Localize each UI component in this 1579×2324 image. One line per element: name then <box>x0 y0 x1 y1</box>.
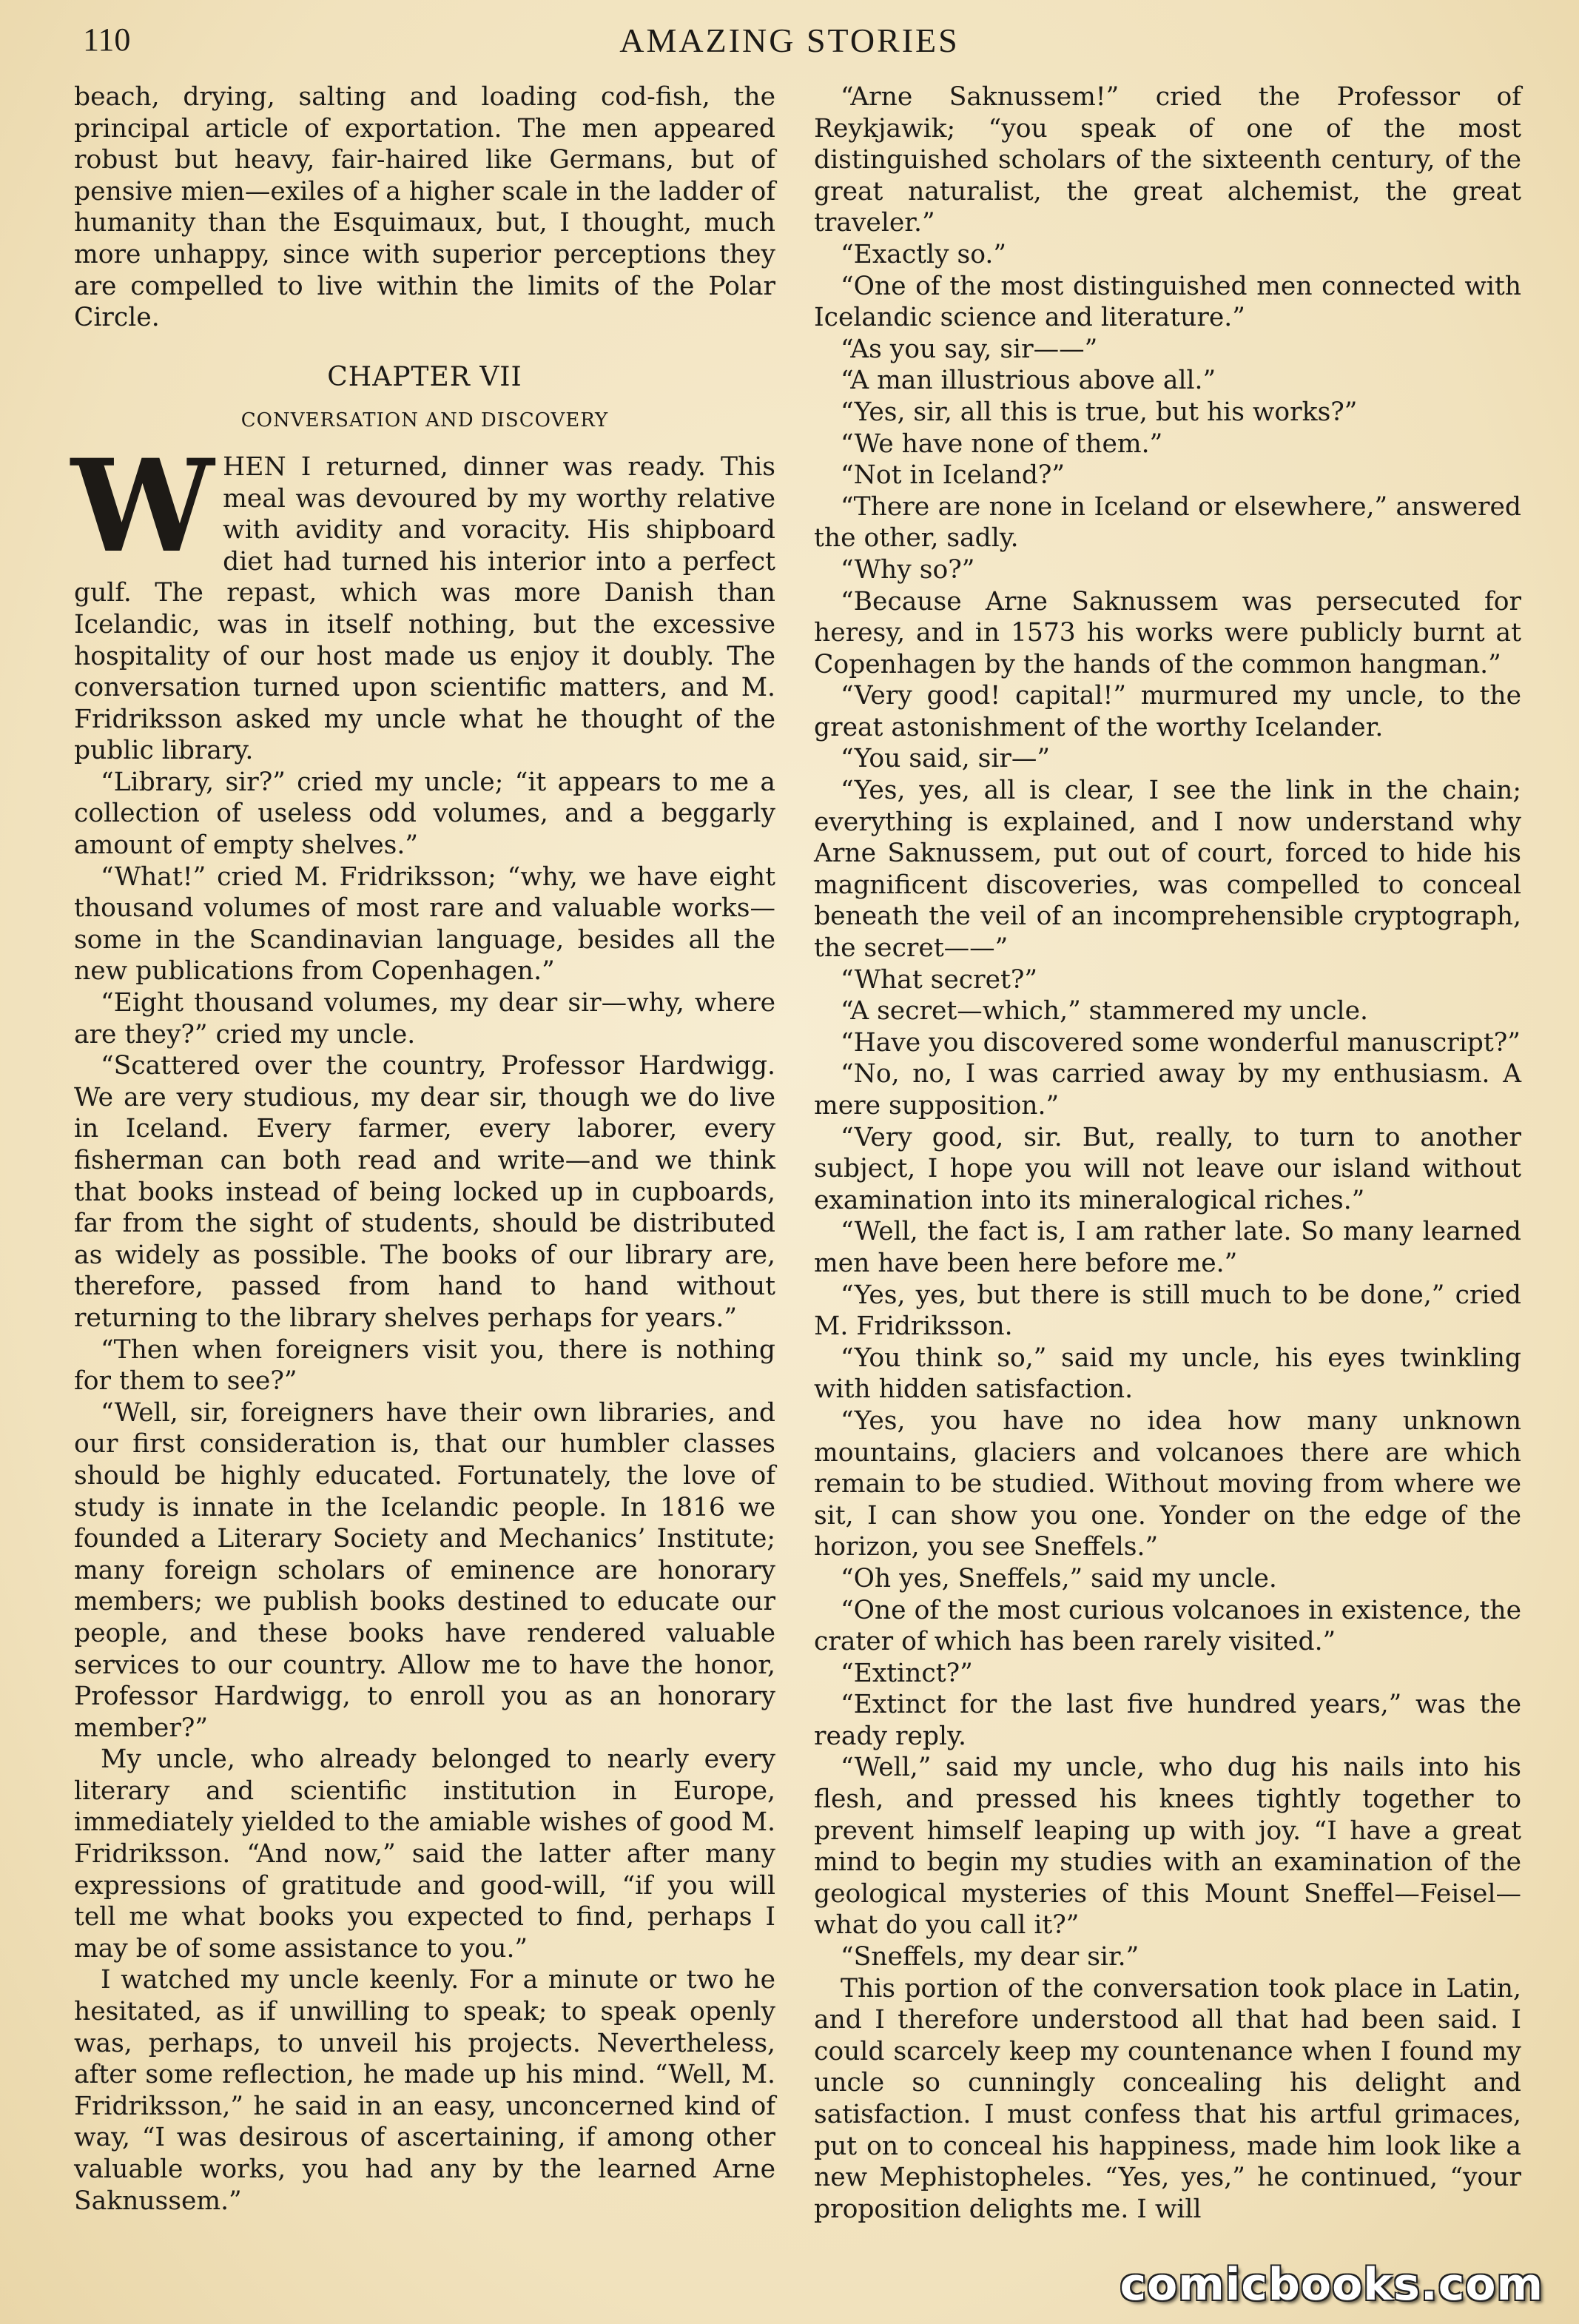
paragraph: “Oh yes, Sneffels,” said my uncle. <box>841 1563 1277 1593</box>
paragraph: “One of the most curious volcanoes in existence, the crater of which has been rarely visited.” <box>814 1595 1521 1657</box>
paragraph: “Exactly so.” <box>841 239 1006 269</box>
paragraph: “Then when foreigners visit you, there is nothing for them to see?” <box>74 1334 775 1397</box>
paragraph: “Yes, sir, all this is true, but his works?” <box>841 397 1358 427</box>
watermark-logo: comicbooks.com <box>1120 2259 1543 2311</box>
right-column <box>814 81 1521 2225</box>
page-number: 110 <box>83 21 131 58</box>
paragraph: “Well, sir, foreigners have their own libraries, and our first consideration is, that our humbler classes should be highly educated. Fortunately, the love of study is innate in the Icelandic people. In 1816 we founded a Literary Society and Mechanics’ Institute; many foreign scholars of eminence are honorary members; we publish books destined to educate our people, and these books have rendered valuable services to our country. Allow me to have the honor, Professor Hardwigg, to enroll you as an honorary member?” <box>74 1397 775 1743</box>
paragraph: “Extinct for the last five hundred years,” was the ready reply. <box>814 1690 1521 1751</box>
paragraph: “Very good, sir. But, really, to turn to another subject, I hope you will not leave our island without examination into its mineralogical riches.” <box>814 1122 1521 1215</box>
paragraph: “A man illustrious above all.” <box>841 366 1216 396</box>
paragraph: “Library, sir?” cried my uncle; “it appears to me a collection of useless odd volumes, and a beggarly amount of empty shelves.” <box>74 767 775 861</box>
paragraph: beach, drying, salting and loading cod-fish, the principal article of exportation. The men appeared robust but heavy, fair-haired like Germans, but of pensive mien—exiles of a higher scale in the ladder of humanity than the Esquimaux, but, I thought, much more unhappy, since with superior perceptions they are compelled to live within the limits of the Polar Circle. <box>74 82 775 333</box>
paragraph: “Arne Saknussem!” cried the Professor of Reykjawik; “you speak of one of the most distinguished scholars of the sixteenth century, of the great naturalist, the great alchemist, the great traveler.” <box>814 82 1521 238</box>
paragraph: “Why so?” <box>841 554 975 585</box>
paragraph: “Yes, you have no idea how many unknown mountains, glaciers and volcanoes there are which remain to be studied. Without moving from where we sit, I can show you one. Yonder on the edge of the horizon, you see Sneffels.” <box>814 1406 1521 1562</box>
paragraph: “We have none of them.” <box>841 429 1163 459</box>
dropcap: W <box>71 430 215 581</box>
paragraph: “You said, sir—” <box>841 744 1051 774</box>
first-paragraph <box>71 430 775 767</box>
paragraph: “Very good! capital!” murmured my uncle, to the great astonishment of the worthy Icelander. <box>814 681 1521 742</box>
first-paragraph-text: HEN I returned, dinner was ready. This meal was devoured by my worthy relative with avidity and voracity. His shipboard diet had turned his interior into a perfect gulf. The repast, which was more Danish than Icelandic, was in itself nothing, but the excessive hospitality of our host made us enjoy it doubly. The conversation turned upon scientific matters, and M. Fridriksson asked my uncle what he thought of the public library. <box>74 451 775 766</box>
paragraph: “One of the most distinguished men connected with Icelandic science and literature.” <box>814 271 1521 333</box>
paragraph: I watched my uncle keenly. For a minute or two he hesitated, as if unwilling to speak; to speak openly was, perhaps, to unveil his projects. Nevertheless, after some reflection, he made up his mind. “Well, M. Fridriksson,” he said in an easy, unconcerned kind of way, “I was desirous of ascertaining, if among other valuable works, you had any by the learned Arne Saknussem.” <box>74 1965 775 2216</box>
paragraph: “Scattered over the country, Professor Hardwigg. We are very studious, my dear sir, though we do live in Iceland. Every farmer, every laborer, every fisherman can both read and write—and we think that books instead of being locked up in cupboards, far from the sight of students, should be distributed as widely as possible. The books of our library are, therefore, passed from hand to hand without returning to the library shelves perhaps for years.” <box>74 1051 775 1333</box>
paragraph: “There are none in Iceland or elsewhere,” answered the other, sadly. <box>814 491 1521 554</box>
paragraph: “What secret?” <box>841 964 1038 995</box>
paragraph: “Yes, yes, but there is still much to be done,” cried M. Fridriksson. <box>814 1280 1521 1342</box>
paragraph: This portion of the conversation took place in Latin, and I therefore understood all that had been said. I could scarcely keep my countenance when I found my uncle so cunningly concealing his delight and satisfaction. I must confess that his artful grimaces, put on to conceal his happiness, made him look like a new Mephistopheles. “Yes, yes,” he continued, “your proposition delights me. I will <box>814 1973 1521 2224</box>
paragraph: My uncle, who already belonged to nearly every literary and scientific institution in Europe, immediately yielded to the amiable wishes of good M. Fridriksson. “And now,” said the latter after many expressions of gratitude and good-will, “if you will tell me what books you expected to find, perhaps I may be of some assistance to you.” <box>74 1744 775 1964</box>
paragraph: “Well, the fact is, I am rather late. So many learned men have been here before me.” <box>814 1217 1521 1278</box>
paragraph: “Well,” said my uncle, who dug his nails into his flesh, and pressed his knees tightly together to prevent himself leaping up with joy. “I have a great mind to begin my studies with an examination of the geological mysteries of this Mount Sneffel—Feisel—what do you call it?” <box>814 1753 1521 1941</box>
paragraph: “Not in Iceland?” <box>841 460 1065 491</box>
chapter-subtitle: CONVERSATION AND DISCOVERY <box>240 409 609 432</box>
paragraph: “Eight thousand volumes, my dear sir—why, where are they?” cried my uncle. <box>74 988 775 1050</box>
paragraph: “Sneffels, my dear sir.” <box>841 1942 1139 1972</box>
paragraph: “Have you discovered some wonderful manuscript?” <box>841 1027 1521 1058</box>
chapter-title: CHAPTER VII <box>327 361 522 392</box>
paragraph: “As you say, sir——” <box>841 334 1098 364</box>
paragraph: “Extinct?” <box>841 1658 973 1688</box>
paragraph: “You think so,” said my uncle, his eyes twinkling with hidden satisfaction. <box>814 1343 1521 1405</box>
paragraph: “What!” cried M. Fridriksson; “why, we have eight thousand volumes of most rare and valuable works—some in the Scandinavian language, besides all the new publications from Copenhagen.” <box>74 862 775 987</box>
running-head: AMAZING STORIES <box>619 21 960 59</box>
paragraph: “A secret—which,” stammered my uncle. <box>841 996 1368 1027</box>
paragraph: “No, no, I was carried away by my enthusiasm. A mere supposition.” <box>814 1059 1521 1121</box>
left-column <box>71 81 775 2217</box>
paragraph: “Yes, yes, all is clear, I see the link in the chain; everything is explained, and I now understand why Arne Saknussem, put out of court, forced to hide his magnificent discoveries, was compelled to conceal beneath the veil of an incomprehensible cryptograph, the secret——” <box>814 776 1521 964</box>
paragraph: “Because Arne Saknussem was persecuted for heresy, and in 1573 his works were publicly burnt at Copenhagen by the hands of the common hangman.” <box>814 586 1521 679</box>
